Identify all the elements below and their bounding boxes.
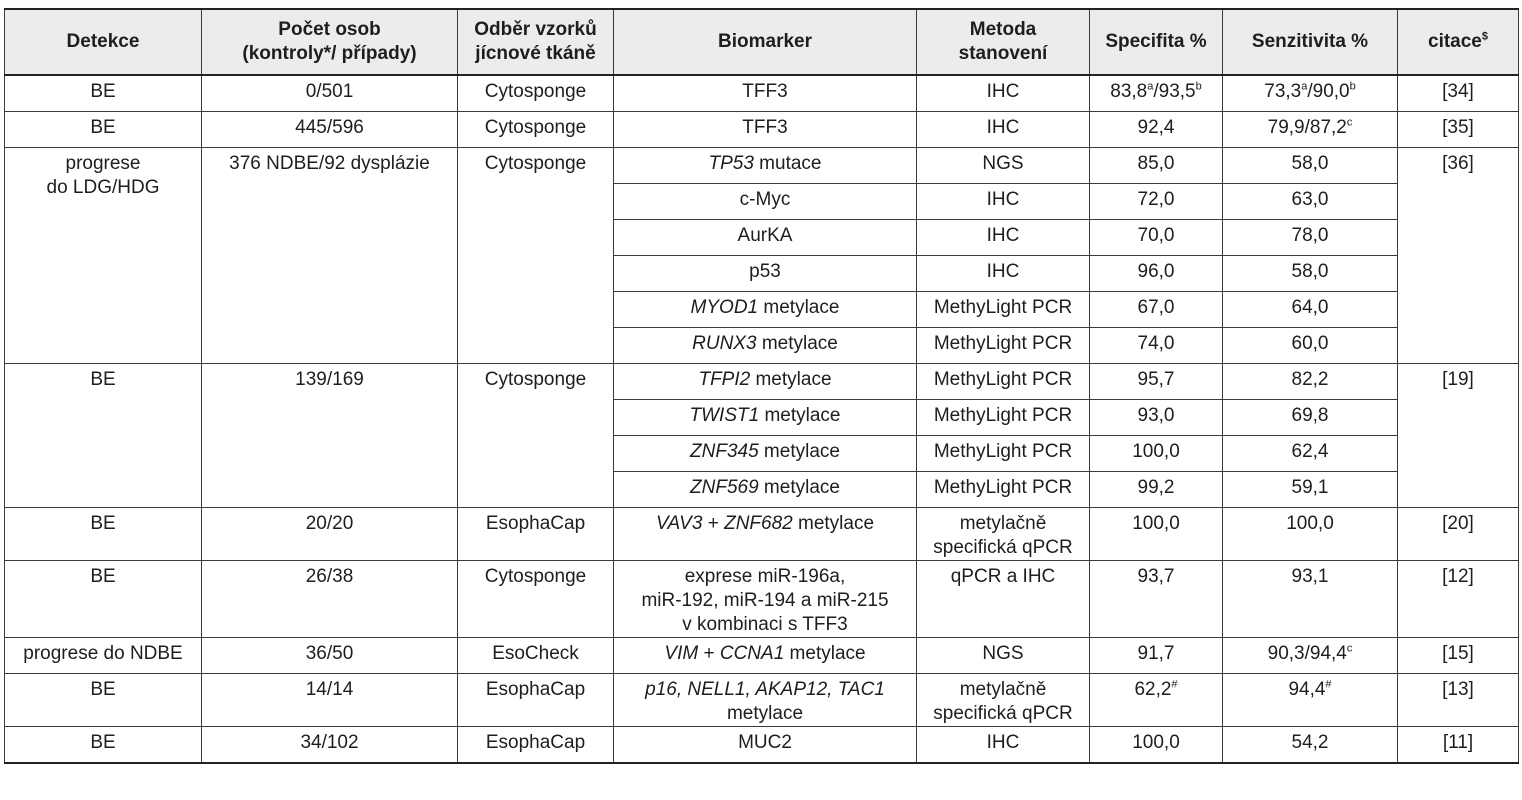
cell-pocet: 139/169 [202,364,458,508]
cell-biomarker: TFPI2 metylace [614,364,917,400]
cell-citace: [20] [1398,508,1519,561]
cell-senzitivita: 73,3$^a$/90,0$^b$ [1223,75,1398,112]
cell-biomarker: p53 [614,256,917,292]
cell-specifita: 100,0 [1090,727,1223,764]
cell-metoda: qPCR a IHC [917,561,1090,638]
cell-detekce: BE [5,75,202,112]
cell-specifita: 93,0 [1090,400,1223,436]
cell-specifita: 70,0 [1090,220,1223,256]
cell-pocet: 14/14 [202,674,458,727]
cell-biomarker: exprese miR-196a, miR-192, miR-194 a miR-215 v kombinaci s TFF3 [614,561,917,638]
cell-biomarker: MYOD1 metylace [614,292,917,328]
cell-specifita: 85,0 [1090,148,1223,184]
cell-senzitivita: 62,4 [1223,436,1398,472]
cell-metoda: MethyLight PCR [917,436,1090,472]
cell-senzitivita: 58,0 [1223,148,1398,184]
cell-odber: EsophaCap [458,727,614,764]
cell-metoda: MethyLight PCR [917,472,1090,508]
cell-detekce: BE [5,508,202,561]
cell-citace: [13] [1398,674,1519,727]
cell-pocet: 34/102 [202,727,458,764]
table-row [5,364,1519,400]
header-metoda: Metoda stanovení [917,9,1090,75]
cell-specifita: 74,0 [1090,328,1223,364]
cell-metoda: MethyLight PCR [917,364,1090,400]
table-row [5,638,1519,674]
cell-metoda: IHC [917,75,1090,112]
cell-specifita: 100,0 [1090,508,1223,561]
cell-specifita: 96,0 [1090,256,1223,292]
cell-metoda: IHC [917,220,1090,256]
cell-senzitivita: 100,0 [1223,508,1398,561]
cell-metoda: MethyLight PCR [917,400,1090,436]
cell-metoda: IHC [917,727,1090,764]
cell-metoda: MethyLight PCR [917,328,1090,364]
table-row [5,508,1519,561]
cell-biomarker: c-Myc [614,184,917,220]
cell-specifita: 83,8$^a$/93,5$^b$ [1090,75,1223,112]
cell-detekce: progrese do LDG/HDG [5,148,202,364]
cell-detekce: progrese do NDBE [5,638,202,674]
cell-citace: [34] [1398,75,1519,112]
cell-metoda: metylačně specifická qPCR [917,674,1090,727]
cell-metoda: IHC [917,112,1090,148]
cell-specifita: 72,0 [1090,184,1223,220]
cell-senzitivita: 93,1 [1223,561,1398,638]
cell-senzitivita: 60,0 [1223,328,1398,364]
cell-senzitivita: 63,0 [1223,184,1398,220]
cell-senzitivita: 69,8 [1223,400,1398,436]
cell-odber: Cytosponge [458,148,614,364]
cell-biomarker: VAV3 + ZNF682 metylace [614,508,917,561]
header-citace: citace$ [1398,9,1519,75]
cell-odber: Cytosponge [458,561,614,638]
cell-specifita: 91,7 [1090,638,1223,674]
cell-senzitivita: 59,1 [1223,472,1398,508]
cell-pocet: 376 NDBE/92 dysplázie [202,148,458,364]
cell-detekce: BE [5,561,202,638]
cell-metoda: MethyLight PCR [917,292,1090,328]
cell-pocet: 36/50 [202,638,458,674]
cell-senzitivita: 82,2 [1223,364,1398,400]
header-detekce: Detekce [5,9,202,75]
cell-citace: [19] [1398,364,1519,508]
cell-biomarker: VIM + CCNA1 metylace [614,638,917,674]
cell-senzitivita: 64,0 [1223,292,1398,328]
cell-specifita: 62,2# [1090,674,1223,727]
header-row [5,9,1519,75]
cell-biomarker: TFF3 [614,75,917,112]
table-row [5,112,1519,148]
header-pocet-osob: Počet osob (kontroly*/ případy) [202,9,458,75]
cell-biomarker: AurKA [614,220,917,256]
cell-senzitivita: 90,3/94,4$^c$ [1223,638,1398,674]
cell-biomarker: p16, NELL1, AKAP12, TAC1 metylace [614,674,917,727]
cell-pocet: 26/38 [202,561,458,638]
cell-senzitivita: 79,9/87,2$^c$ [1223,112,1398,148]
table-row [5,75,1519,112]
header-senzitivita: Senzitivita % [1223,9,1398,75]
cell-senzitivita: 54,2 [1223,727,1398,764]
cell-specifita: 67,0 [1090,292,1223,328]
header-odber: Odběr vzorků jícnové tkáně [458,9,614,75]
cell-senzitivita: 78,0 [1223,220,1398,256]
cell-detekce: BE [5,674,202,727]
table-row [5,561,1519,638]
cell-citace: [36] [1398,148,1519,364]
cell-citace: [12] [1398,561,1519,638]
cell-detekce: BE [5,112,202,148]
table-row [5,674,1519,727]
cell-specifita: 92,4 [1090,112,1223,148]
cell-biomarker: ZNF569 metylace [614,472,917,508]
cell-odber: EsophaCap [458,508,614,561]
cell-senzitivita: 94,4# [1223,674,1398,727]
cell-citace: [35] [1398,112,1519,148]
cell-odber: EsophaCap [458,674,614,727]
biomarker-table [4,8,1519,764]
cell-metoda: IHC [917,256,1090,292]
cell-specifita: 95,7 [1090,364,1223,400]
cell-metoda: NGS [917,638,1090,674]
cell-metoda: metylačně specifická qPCR [917,508,1090,561]
cell-pocet: 0/501 [202,75,458,112]
cell-pocet: 20/20 [202,508,458,561]
cell-detekce: BE [5,364,202,508]
cell-biomarker: TWIST1 metylace [614,400,917,436]
cell-biomarker: TP53 mutace [614,148,917,184]
header-biomarker: Biomarker [614,9,917,75]
cell-biomarker: TFF3 [614,112,917,148]
cell-citace: [11] [1398,727,1519,764]
cell-odber: Cytosponge [458,364,614,508]
cell-biomarker: ZNF345 metylace [614,436,917,472]
cell-pocet: 445/596 [202,112,458,148]
cell-odber: Cytosponge [458,75,614,112]
cell-specifita: 99,2 [1090,472,1223,508]
cell-citace: [15] [1398,638,1519,674]
cell-odber: EsoCheck [458,638,614,674]
table-row [5,148,1519,184]
header-specifita: Specifita % [1090,9,1223,75]
cell-senzitivita: 58,0 [1223,256,1398,292]
cell-metoda: NGS [917,148,1090,184]
cell-specifita: 93,7 [1090,561,1223,638]
cell-biomarker: MUC2 [614,727,917,764]
cell-odber: Cytosponge [458,112,614,148]
table-row [5,727,1519,764]
cell-detekce: BE [5,727,202,764]
cell-metoda: IHC [917,184,1090,220]
cell-specifita: 100,0 [1090,436,1223,472]
cell-biomarker: RUNX3 metylace [614,328,917,364]
